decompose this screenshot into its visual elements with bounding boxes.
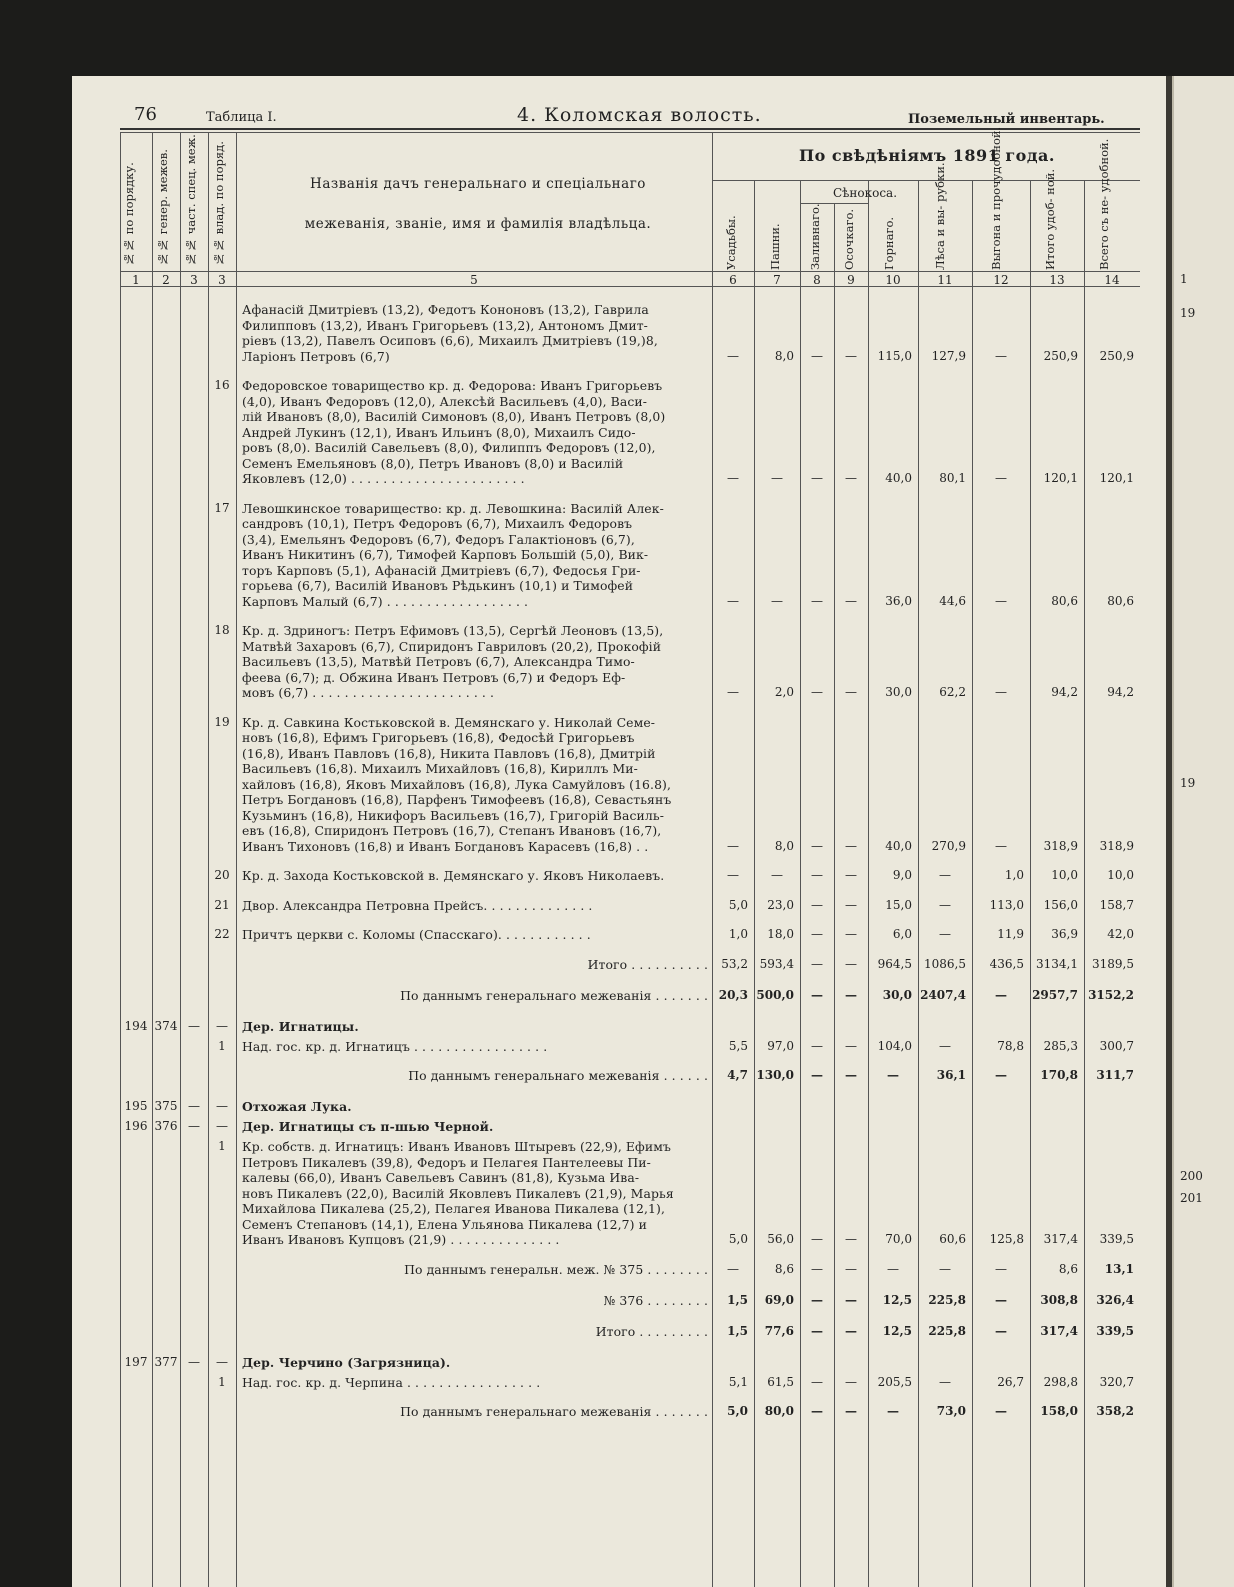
row-text-line: Иванъ Ивановъ Купцовъ (21,9) . . . . . . . . . . . . . . <box>242 1232 560 1247</box>
row-value-col-9: — <box>845 1038 857 1053</box>
row-text-line: Карповъ Малый (6,7) . . . . . . . . . . . . . . . . . . <box>242 593 529 609</box>
row-index-c4: — <box>216 1099 228 1113</box>
header-upland: Горнаго. <box>882 216 896 270</box>
row-value-col-12: — <box>995 987 1007 1002</box>
row-value-col-14: 120,1 <box>1099 471 1134 485</box>
row-text-line: Филипповъ (13,2), Иванъ Григорьевъ (13,2), Антономъ Дмит- <box>242 317 648 333</box>
row-value-col-10: 70,0 <box>885 1232 912 1246</box>
row-value-col-14: 80,6 <box>1107 593 1134 608</box>
row-text-line: Левошкинское товарищество: кр. д. Левошкина: Василій Алек- <box>242 500 664 516</box>
row-value-col-6: 4,7 <box>727 1068 748 1082</box>
row-index-c4: — <box>216 1018 228 1033</box>
row-value-col-10: 964,5 <box>877 956 912 971</box>
colnum: 7 <box>773 273 781 287</box>
row-value-col-10: 15,0 <box>885 897 912 912</box>
row-value-col-11: 73,0 <box>936 1404 966 1418</box>
header-pasture: Выгона и прочудобной. <box>989 126 1003 270</box>
row-summary-label: По даннымъ генеральнаго межеванія . . . . . . . <box>400 987 708 1003</box>
row-value-col-12: 436,5 <box>989 956 1024 971</box>
row-value-col-6: 20,3 <box>718 987 748 1002</box>
colnum: 10 <box>885 273 901 287</box>
header-names-2: межеванія, званіе, имя и фамилія владѣльца. <box>304 216 652 232</box>
row-value-col-11: 225,8 <box>928 1292 966 1307</box>
row-value-col-8: — <box>811 1261 823 1276</box>
row-value-col-11: 270,9 <box>931 838 966 853</box>
row-value-col-14: 318,9 <box>1099 838 1134 853</box>
facing-page-number: 200 <box>1180 1169 1203 1183</box>
row-value-col-10: 9,0 <box>892 868 912 882</box>
row-value-col-11: 127,9 <box>931 348 966 363</box>
row-value-col-8: — <box>811 868 823 882</box>
row-text-line: хайловъ (16,8), Яковъ Михайловъ (16,8), Лука Самуйловъ (16.8), <box>242 776 672 792</box>
row-index-c4: 1 <box>218 1038 226 1053</box>
row-value-col-14: 326,4 <box>1096 1292 1134 1307</box>
row-value-col-13: 250,9 <box>1043 348 1078 363</box>
row-value-col-14: 358,2 <box>1096 1404 1134 1418</box>
row-value-col-12: 26,7 <box>997 1374 1024 1389</box>
row-text-line: (4,0), Иванъ Федоровъ (12,0), Алексѣй Васильевъ (4,0), Васи- <box>242 393 648 409</box>
row-index-c4: 21 <box>214 897 230 912</box>
row-value-col-13: 158,0 <box>1040 1404 1078 1418</box>
row-value-col-7: — <box>771 868 783 882</box>
row-value-col-12: — <box>995 593 1007 608</box>
row-value-col-13: 170,8 <box>1040 1068 1078 1082</box>
row-index-c4: 18 <box>214 623 230 637</box>
row-text-line: Над. гос. кр. д. Игнатицъ . . . . . . . . . . . . . . . . . <box>242 1038 548 1054</box>
header-bottom-rule <box>120 271 1140 272</box>
row-value-col-9: — <box>845 348 857 363</box>
row-value-col-6: 1,0 <box>728 927 748 941</box>
row-value-col-13: 8,6 <box>1058 1261 1078 1276</box>
row-value-col-8: — <box>811 1068 823 1082</box>
row-text-line: ріевъ (13,2), Павелъ Осиповъ (6,6), Михаилъ Дмитріевъ (19,)8, <box>242 333 658 348</box>
row-text-line: Михайлова Пикалева (25,2), Пелагея Иванова Пикалева (12,1), <box>242 1201 666 1216</box>
row-text-line: Андрей Лукинъ (12,1), Иванъ Ильинъ (8,0), Михаилъ Сидо- <box>242 424 636 440</box>
header-names-1: Названія дачъ генеральнаго и спеціальнаго <box>310 176 646 192</box>
row-value-col-6: 5,1 <box>728 1374 748 1389</box>
row-value-col-14: 13,1 <box>1104 1261 1134 1276</box>
row-index-c3: — <box>188 1018 200 1033</box>
row-text-line: (16,8), Иванъ Павловъ (16,8), Никита Павловъ (16,8), Дмитрій <box>242 745 656 761</box>
row-value-col-8: — <box>811 838 823 853</box>
row-index-c2: 375 <box>154 1099 178 1113</box>
facing-page-number: 19 <box>1180 776 1196 790</box>
row-index-c4: — <box>216 1119 228 1133</box>
row-value-col-6: — <box>727 868 739 882</box>
row-value-col-9: — <box>845 1292 857 1307</box>
row-value-col-12: — <box>995 1292 1007 1307</box>
header-arable: Пашни. <box>768 223 782 270</box>
row-index-c4: 17 <box>214 500 230 515</box>
row-value-col-9: — <box>845 927 857 941</box>
row-value-col-12: — <box>995 685 1007 699</box>
row-value-col-8: — <box>811 593 823 608</box>
row-value-col-8: — <box>811 987 823 1002</box>
row-index-c3: — <box>188 1099 200 1113</box>
colnum: 2 <box>162 273 170 287</box>
row-value-col-12: — <box>995 348 1007 363</box>
row-index-c4: 22 <box>214 927 230 941</box>
row-index-c1: 194 <box>124 1018 148 1033</box>
row-value-col-12: 113,0 <box>989 897 1024 912</box>
row-value-col-9: — <box>845 1261 857 1276</box>
row-value-col-10: 12,5 <box>882 1292 912 1307</box>
row-value-col-12: — <box>995 1068 1007 1082</box>
row-value-col-10: — <box>887 1068 899 1082</box>
row-text-line: (3,4), Емельянъ Федоровъ (6,7), Федоръ Галактіоновъ (6,7), <box>242 531 635 547</box>
row-value-col-8: — <box>811 1374 823 1389</box>
col-line <box>152 132 153 1587</box>
col-line <box>236 132 237 1587</box>
table-top-rule-2 <box>120 132 1140 133</box>
row-value-col-13: 156,0 <box>1043 897 1078 912</box>
row-value-col-6: — <box>727 348 739 363</box>
table-top-rule <box>120 128 1140 130</box>
row-value-col-6: 53,2 <box>721 956 748 971</box>
row-value-col-6: 5,0 <box>728 1232 748 1246</box>
header-estate: Усадьбы. <box>724 215 738 270</box>
colnum: 9 <box>847 273 855 287</box>
row-value-col-12: 1,0 <box>1004 868 1024 882</box>
row-value-col-8: — <box>811 1404 823 1418</box>
row-value-col-8: — <box>811 897 823 912</box>
row-value-col-13: 80,6 <box>1051 593 1078 608</box>
row-value-col-7: 61,5 <box>767 1374 794 1389</box>
row-value-col-8: — <box>811 348 823 363</box>
row-value-col-7: 23,0 <box>767 897 794 912</box>
row-value-col-10: 40,0 <box>885 471 912 485</box>
row-text-line: Кузьминъ (16,8), Никифоръ Васильевъ (16,7), Григорій Василь- <box>242 807 664 823</box>
row-value-col-14: 339,5 <box>1096 1323 1134 1338</box>
row-text-line: Петровъ Пикалевъ (39,8), Федоръ и Пелагея Пантелеевы Пи- <box>242 1154 651 1170</box>
row-value-col-11: 225,8 <box>928 1323 966 1338</box>
row-value-col-14: 311,7 <box>1096 1068 1134 1082</box>
row-summary-label: № 376 . . . . . . . . <box>603 1292 708 1308</box>
row-value-col-13: 36,9 <box>1051 927 1078 941</box>
row-text-line: Дер. Игнатицы съ п-шью Черной. <box>242 1119 494 1134</box>
row-text-line: Петръ Богдановъ (16,8), Парфенъ Тимофеевъ (16,8), Севастьянъ <box>242 792 672 807</box>
row-text-line: Кр. д. Захода Костьковской в. Демянскаго у. Яковъ Николаевъ. <box>242 868 665 883</box>
row-value-col-13: 285,3 <box>1043 1038 1078 1053</box>
row-value-col-9: — <box>845 897 857 912</box>
row-text-line: калевы (66,0), Иванъ Савельевъ Савинъ (81,8), Кузьма Ива- <box>242 1170 640 1185</box>
row-value-col-8: — <box>811 1038 823 1053</box>
row-index-c4: 19 <box>214 714 230 729</box>
row-value-col-7: 8,0 <box>774 838 794 853</box>
row-value-col-11: 60,6 <box>939 1232 966 1246</box>
row-text-line: новъ (16,8), Ефимъ Григорьевъ (16,8), Федосѣй Григорьевъ <box>242 730 635 745</box>
row-value-col-10: 115,0 <box>877 348 912 363</box>
row-value-col-6: 1,5 <box>727 1292 748 1307</box>
facing-page-number: 19 <box>1180 306 1196 320</box>
row-value-col-7: — <box>771 593 783 608</box>
row-value-col-13: 298,8 <box>1043 1374 1078 1389</box>
row-text-line: Федоровское товарищество кр. д. Федорова: Иванъ Григорьевъ <box>242 378 663 393</box>
row-index-c4: 1 <box>218 1139 226 1153</box>
row-value-col-10: 36,0 <box>885 593 912 608</box>
row-value-col-6: — <box>727 471 739 485</box>
row-value-col-13: 10,0 <box>1051 868 1078 882</box>
row-value-col-11: 80,1 <box>939 471 966 485</box>
row-summary-label: По даннымъ генеральнаго межеванія . . . . . . <box>408 1068 708 1083</box>
row-value-col-11: 36,1 <box>936 1068 966 1082</box>
row-text-line: Кр. собств. д. Игнатицъ: Иванъ Ивановъ Штыревъ (22,9), Ефимъ <box>242 1139 671 1154</box>
row-value-col-11: — <box>939 897 951 912</box>
row-value-col-10: 6,0 <box>892 927 912 941</box>
row-value-col-6: — <box>727 685 739 699</box>
row-value-col-12: 11,9 <box>997 927 1024 941</box>
colnum: 11 <box>937 273 953 287</box>
ledger-page <box>72 76 1168 1587</box>
row-value-col-8: — <box>811 1323 823 1338</box>
page-number: 76 <box>134 104 157 125</box>
header-no-general: №№ генер. межев. <box>156 149 170 266</box>
row-value-col-7: 500,0 <box>756 987 794 1002</box>
row-value-col-14: 320,7 <box>1099 1374 1134 1389</box>
row-value-col-8: — <box>811 927 823 941</box>
row-text-line: мовъ (6,7) . . . . . . . . . . . . . . . . . . . . . . . <box>242 685 495 700</box>
row-value-col-12: 125,8 <box>989 1232 1024 1246</box>
page-running-head: Поземельный инвентарь. <box>908 112 1105 127</box>
row-value-col-10: 104,0 <box>877 1038 912 1053</box>
row-text-line: Дер. Черчино (Загрязница). <box>242 1354 451 1370</box>
row-index-c2: 374 <box>154 1018 178 1033</box>
row-text-line: Причтъ церкви с. Коломы (Спасскаго). . . . . . . . . . . . <box>242 927 591 942</box>
col-line <box>120 132 121 1587</box>
row-value-col-8: — <box>811 956 823 971</box>
row-text-line: Кр. д. Савкина Костьковской в. Демянскаго у. Николай Семе- <box>242 714 656 730</box>
row-value-col-6: 5,0 <box>727 1404 748 1418</box>
col-line <box>180 132 181 1587</box>
row-index-c4: 1 <box>218 1374 226 1389</box>
row-value-col-7: 56,0 <box>767 1232 794 1246</box>
row-value-col-11: 44,6 <box>939 593 966 608</box>
row-text-line: евъ (16,8), Спиридонъ Петровъ (16,7), Степанъ Ивановъ (16,7), <box>242 823 662 838</box>
row-index-c3: — <box>188 1354 200 1369</box>
row-value-col-12: — <box>995 1323 1007 1338</box>
row-value-col-6: — <box>727 1261 739 1276</box>
row-value-col-6: 1,5 <box>727 1323 748 1338</box>
row-index-c3: — <box>188 1119 200 1133</box>
header-no-order: №№ по порядку. <box>122 162 136 266</box>
colnum: 3 <box>190 273 198 287</box>
row-text-line: Яковлевъ (12,0) . . . . . . . . . . . . . . . . . . . . . . <box>242 471 525 486</box>
row-value-col-7: 8,6 <box>774 1261 794 1276</box>
row-index-c4: 20 <box>214 868 230 882</box>
row-value-col-7: 69,0 <box>764 1292 794 1307</box>
row-text-line: Над. гос. кр. д. Черпина . . . . . . . . . . . . . . . . . <box>242 1374 541 1390</box>
period-rule <box>712 180 1140 181</box>
row-value-col-14: 300,7 <box>1099 1038 1134 1053</box>
row-value-col-10: — <box>887 1404 899 1418</box>
header-total-all: Всего съ не- удобной. <box>1097 138 1111 270</box>
colnum: 5 <box>470 273 478 287</box>
row-value-col-10: 30,0 <box>882 987 912 1002</box>
row-index-c2: 376 <box>154 1119 178 1133</box>
row-value-col-7: 130,0 <box>756 1068 794 1082</box>
row-value-col-12: — <box>995 838 1007 853</box>
header-total-useful: Итого удоб- ной. <box>1043 168 1057 270</box>
row-value-col-6: — <box>727 838 739 853</box>
colnum: 1 <box>132 273 140 287</box>
row-value-col-14: 339,5 <box>1099 1232 1134 1246</box>
row-value-col-13: 308,8 <box>1040 1292 1078 1307</box>
row-value-col-10: 12,5 <box>882 1323 912 1338</box>
facing-page-number: 1 <box>1180 272 1188 286</box>
header-no-owner: №№ влад. по поряд. <box>212 141 226 266</box>
row-value-col-6: — <box>727 593 739 608</box>
colnum: 13 <box>1049 273 1065 287</box>
row-value-col-9: — <box>845 593 857 608</box>
row-value-col-9: — <box>845 685 857 699</box>
facing-page-number: 201 <box>1180 1191 1203 1205</box>
colnum: 14 <box>1104 273 1120 287</box>
row-value-col-9: — <box>845 1404 857 1418</box>
row-value-col-14: 94,2 <box>1107 685 1134 699</box>
row-index-c4: — <box>216 1354 228 1369</box>
row-text-line: горьева (6,7), Василій Ивановъ Рѣдькинъ (10,1) и Тимофей <box>242 578 634 593</box>
row-value-col-13: 94,2 <box>1051 685 1078 699</box>
row-text-line: Васильевъ (13,5), Матвѣй Петровъ (6,7), Александра Тимо- <box>242 654 635 669</box>
row-value-col-14: 10,0 <box>1107 868 1134 882</box>
row-text-line: феева (6,7); д. Обжина Иванъ Петровъ (6,7) и Федоръ Еф- <box>242 669 626 685</box>
row-text-line: торъ Карповъ (5,1), Афанасій Дмитріевъ (6,7), Федосья Гри- <box>242 562 641 578</box>
col-line <box>208 132 209 1587</box>
row-value-col-8: — <box>811 471 823 485</box>
row-value-col-12: 78,8 <box>997 1038 1024 1053</box>
header-sedge: Осочкаго. <box>842 208 856 270</box>
row-value-col-14: 250,9 <box>1099 348 1134 363</box>
row-value-col-7: 593,4 <box>759 956 794 971</box>
row-value-col-7: 77,6 <box>764 1323 794 1338</box>
row-text-line: Дер. Игнатицы. <box>242 1018 359 1034</box>
row-value-col-12: — <box>995 1261 1007 1276</box>
row-text-line: Семенъ Емельяновъ (8,0), Петръ Ивановъ (8,0) и Василій <box>242 455 624 471</box>
row-text-line: Васильевъ (16,8). Михаилъ Михайловъ (16,8), Кириллъ Ми- <box>242 761 638 776</box>
colnum: 3 <box>218 273 226 287</box>
row-value-col-10: — <box>887 1261 899 1276</box>
row-text-line: лій Ивановъ (8,0), Василій Симоновъ (8,0), Иванъ Петровъ (8,0) <box>242 409 666 424</box>
facing-page-edge <box>1172 76 1234 1587</box>
colnum: 12 <box>993 273 1009 287</box>
header-forest: Лѣса и вы- рубки. <box>933 162 947 270</box>
row-text-line: Отхожая Лука. <box>242 1099 352 1114</box>
row-index-c1: 197 <box>124 1354 148 1369</box>
row-summary-label: По даннымъ генеральн. меж. № 375 . . . . . . . . <box>404 1261 708 1277</box>
row-index-c4: 16 <box>214 378 230 392</box>
row-value-col-9: — <box>845 1374 857 1389</box>
row-value-col-6: 5,0 <box>728 897 748 912</box>
row-value-col-8: — <box>811 1232 823 1246</box>
row-text-line: Двор. Александра Петровна Прейсъ. . . . . . . . . . . . . . <box>242 897 593 913</box>
row-value-col-9: — <box>845 471 857 485</box>
row-text-line: Афанасій Дмитріевъ (13,2), Федотъ Кононовъ (13,2), Гаврила <box>242 302 649 317</box>
row-text-line: Матвѣй Захаровъ (6,7), Спиридонъ Гавриловъ (20,2), Прокофій <box>242 638 662 654</box>
row-value-col-10: 40,0 <box>885 838 912 853</box>
row-value-col-7: 2,0 <box>774 685 794 699</box>
page-title: 4. Коломская волость. <box>517 104 762 126</box>
row-value-col-13: 317,4 <box>1043 1232 1078 1246</box>
row-value-col-10: 30,0 <box>885 685 912 699</box>
row-value-col-9: — <box>845 1068 857 1082</box>
row-value-col-7: 80,0 <box>764 1404 794 1418</box>
row-value-col-9: — <box>845 868 857 882</box>
row-value-col-11: 62,2 <box>939 685 966 699</box>
row-value-col-8: — <box>811 1292 823 1307</box>
row-value-col-6: 5,5 <box>728 1038 748 1053</box>
row-text-line: Семенъ Степановъ (14,1), Елена Ульянова Пикалева (12,7) и <box>242 1216 647 1232</box>
row-text-line: сандровъ (10,1), Петръ Федоровъ (6,7), Михаилъ Федоровъ <box>242 516 633 531</box>
row-index-c1: 196 <box>124 1119 148 1133</box>
row-value-col-11: — <box>939 868 951 882</box>
row-value-col-11: 1086,5 <box>924 956 966 971</box>
row-value-col-11: — <box>939 1038 951 1053</box>
row-value-col-9: — <box>845 1232 857 1246</box>
row-value-col-11: — <box>939 927 951 941</box>
row-value-col-14: 3189,5 <box>1092 956 1134 971</box>
row-value-col-7: 97,0 <box>767 1038 794 1053</box>
row-value-col-7: 8,0 <box>774 348 794 363</box>
header-no-partial: №№ част. спец. меж. <box>184 134 198 266</box>
colnum: 6 <box>729 273 737 287</box>
row-summary-label: Итого . . . . . . . . . <box>595 1323 708 1339</box>
row-value-col-9: — <box>845 956 857 971</box>
row-value-col-13: 120,1 <box>1043 471 1078 485</box>
row-value-col-14: 42,0 <box>1107 927 1134 941</box>
row-value-col-13: 317,4 <box>1040 1323 1078 1338</box>
row-value-col-9: — <box>845 1323 857 1338</box>
row-text-line: Ларіонъ Петровъ (6,7) <box>242 348 390 364</box>
row-value-col-11: — <box>939 1374 951 1389</box>
header-flood: Заливнаго. <box>808 203 822 270</box>
row-value-col-12: — <box>995 1404 1007 1418</box>
row-value-col-8: — <box>811 685 823 699</box>
row-value-col-13: 2957,7 <box>1032 987 1078 1002</box>
row-text-line: Кр. д. Здриногъ: Петръ Ефимовъ (13,5), Сергѣй Леоновъ (13,5), <box>242 623 664 638</box>
header-period: По свѣдѣніямъ 1891 года. <box>799 146 1055 165</box>
row-value-col-10: 205,5 <box>877 1374 912 1389</box>
row-value-col-13: 3134,1 <box>1036 956 1078 971</box>
row-value-col-9: — <box>845 987 857 1002</box>
row-text-line: ровъ (8,0). Василій Савельевъ (8,0), Филиппъ Федоровъ (12,0), <box>242 440 656 455</box>
row-value-col-13: 318,9 <box>1043 838 1078 853</box>
row-text-line: Иванъ Никитинъ (6,7), Тимофей Карповъ Большій (5,0), Вик- <box>242 547 649 562</box>
row-summary-label: По даннымъ генеральнаго межеванія . . . . . . . <box>400 1404 708 1419</box>
row-value-col-12: — <box>995 471 1007 485</box>
row-index-c2: 377 <box>154 1354 178 1369</box>
row-value-col-11: — <box>939 1261 951 1276</box>
row-value-col-14: 158,7 <box>1099 897 1134 912</box>
table-label: Таблица I. <box>206 110 277 125</box>
row-value-col-7: 18,0 <box>767 927 794 941</box>
row-value-col-14: 3152,2 <box>1088 987 1134 1002</box>
row-value-col-11: 2407,4 <box>920 987 966 1002</box>
header-hay: Сѣнокоса. <box>832 186 898 200</box>
row-index-c1: 195 <box>124 1099 148 1113</box>
row-text-line: Иванъ Тихоновъ (16,8) и Иванъ Богдановъ Карасевъ (16,8) . . <box>242 838 649 854</box>
row-value-col-9: — <box>845 838 857 853</box>
colnum: 8 <box>813 273 821 287</box>
row-value-col-7: — <box>771 471 783 485</box>
row-text-line: новъ Пикалевъ (22,0), Василій Яковлевъ Пикалевъ (21,9), Марья <box>242 1185 674 1201</box>
row-summary-label: Итого . . . . . . . . . . <box>587 956 708 972</box>
